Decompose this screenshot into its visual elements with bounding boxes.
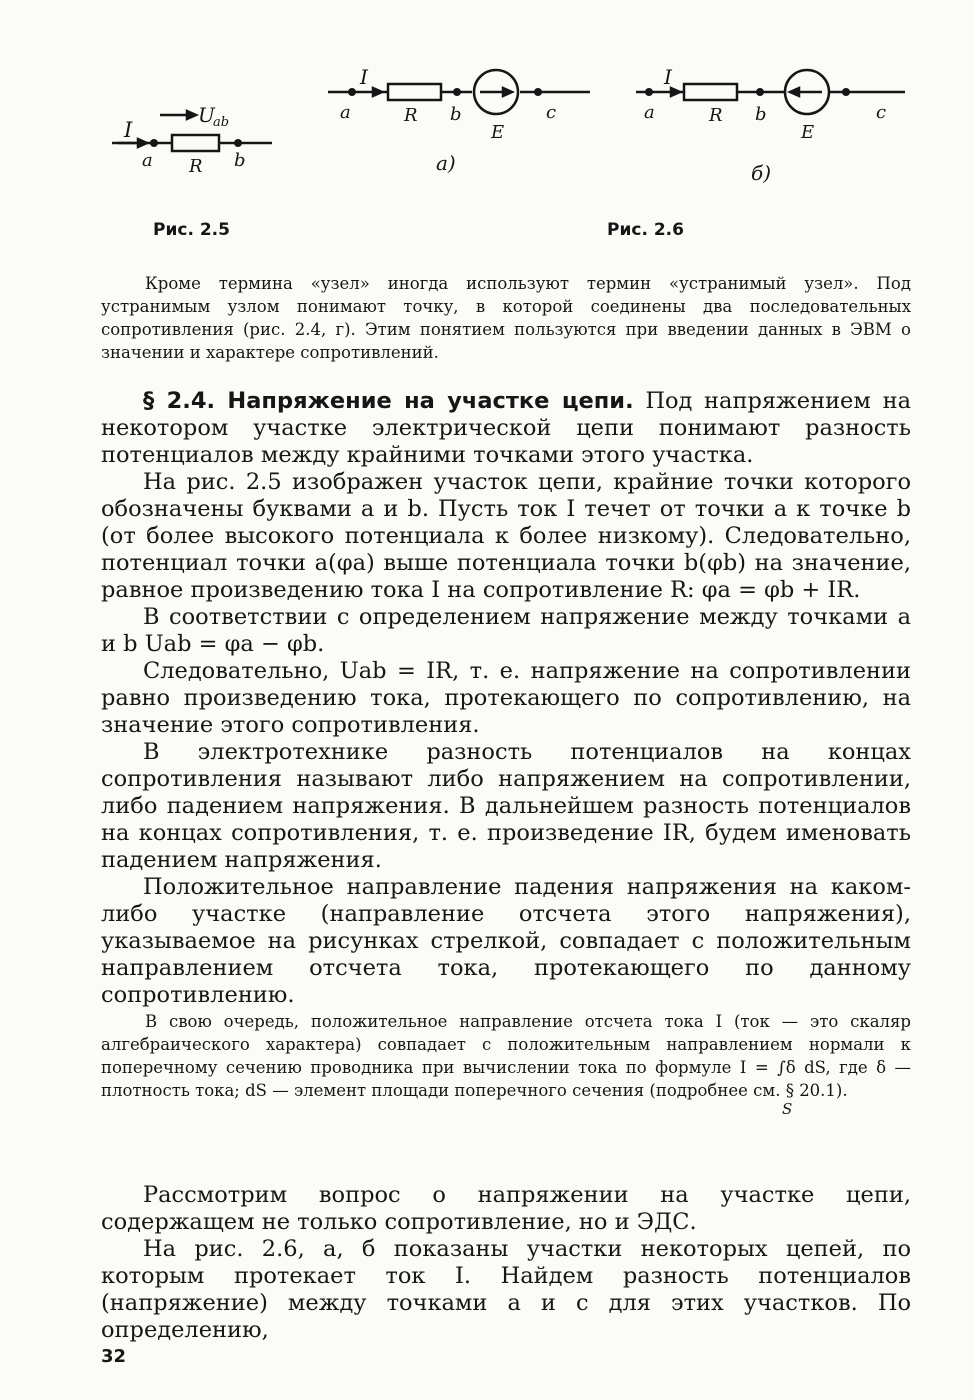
formula-subscript-s: S — [782, 1100, 793, 1118]
fig26a-label-c: c — [546, 102, 557, 123]
node-b — [234, 139, 242, 147]
fig26b-label-c: c — [876, 102, 887, 123]
node-a — [348, 88, 356, 96]
resistor-r — [684, 84, 737, 100]
node-a — [150, 139, 158, 147]
resistor-r — [172, 135, 219, 151]
emf-arrow-head-left — [790, 88, 799, 96]
fig26a-label-a: a — [340, 102, 351, 123]
page-number: 32 — [101, 1346, 127, 1367]
emf-arrow-head-right — [503, 88, 512, 96]
fig26b-label-b: b — [755, 104, 767, 125]
fig26a-label-r: R — [404, 105, 418, 126]
fig26b-label-i: I — [664, 65, 672, 89]
figure-2-5 — [112, 111, 272, 151]
node-a — [645, 88, 653, 96]
node-b — [756, 88, 764, 96]
fig26-caption: Рис. 2.6 — [607, 220, 684, 240]
fig25-caption: Рис. 2.5 — [153, 220, 230, 240]
current-arrow-head — [671, 88, 680, 96]
fig26b-label-a: a — [644, 102, 655, 123]
voltage-arrow-head — [187, 111, 196, 119]
fig25-label-u: U — [198, 103, 215, 127]
section-body-2 — [101, 1182, 911, 1344]
fig26a-label-e: E — [491, 122, 505, 143]
node-c — [534, 88, 542, 96]
fig25-label-a: a — [142, 150, 153, 171]
fig25-label-r: R — [189, 156, 203, 177]
section-p1 — [101, 388, 911, 469]
fig25-label-u-sub: ab — [213, 115, 230, 130]
section-p6: Положительное направление падения напряжения на каком-либо участке (направление отсчета этого напряжения), указываемое на рисунках стрелкой, совпадает с положительным направлением отсчета тока, протекающего по данному сопротивлению. — [101, 874, 911, 1008]
figures-svg — [0, 0, 974, 260]
section-p7: Рассмотрим вопрос о напряжении на участке цепи, содержащем не только сопротивление, но и ЭДС. — [101, 1182, 911, 1235]
small-note-text: Кроме термина «узел» иногда используют термин «устранимый узел». Под устранимым узлом понимают точку, в которой соединены два последовательных сопротивления (рис. 2.4, г). Этим понятием пользуются при введении данных в ЭВМ о значении и характере сопротивлений. — [101, 274, 911, 362]
small-note — [101, 272, 911, 364]
section-heading: § 2.4. Напряжение на участке цепи. — [143, 388, 634, 414]
fig26a-sublabel: а) — [436, 151, 456, 175]
section-p5: В электротехнике разность потенциалов на концах сопротивления называют либо напряжением на сопротивлении, либо падением напряжения. В дальнейшем разность потенциалов на концах сопротивления, т. е. произведение IR, будем именовать падением напряжения. — [101, 739, 911, 873]
resistor-r — [388, 84, 441, 100]
section-p8: На рис. 2.6, a, б показаны участки некоторых цепей, по которым протекает ток I. Найдем разность потенциалов (напряжение) между точками a и c для этих участков. По определению, — [101, 1236, 911, 1343]
section-body — [101, 388, 911, 1009]
fig26b-label-r: R — [709, 105, 723, 126]
fig25-label-b: b — [234, 150, 246, 171]
section-p3: В соответствии с определением напряжение между точками a и b Uab = φa − φb. — [101, 604, 911, 657]
current-arrow-head — [138, 139, 147, 147]
section-p2: На рис. 2.5 изображен участок цепи, крайние точки которого обозначены буквами a и b. Пусть ток I течет от точки a к точке b (от более высокого потенциала к более низкому). Следовательно, потенциал точки a(φa) выше потенциала точки b(φb) на значение, равное произведению тока I на сопротивление R: φa = φb + IR. — [101, 469, 911, 603]
fig25-label-i: I — [124, 118, 133, 142]
fig26a-label-i: I — [360, 65, 368, 89]
node-c — [842, 88, 850, 96]
small-note-2-text: В свою очередь, положительное направление отсчета тока I (ток — это скаляр алгебраического характера) совпадает с положительным направлением нормали к поперечному сечению проводника при вычислении тока по формуле I = ∫δ dS, где δ — плотность тока; dS — элемент площади поперечного сечения (подробнее см. § 20.1). — [101, 1012, 911, 1100]
fig26b-label-e: E — [801, 122, 815, 143]
current-arrow-head — [373, 88, 382, 96]
figure-2-6b — [636, 70, 905, 114]
fig26b-sublabel: б) — [751, 161, 772, 185]
small-note-2 — [101, 1010, 911, 1102]
section-p1-text: Под напряжением на некотором участке электрической цепи понимают разность потенциалов между крайними точками этого участка. — [101, 388, 911, 468]
node-b — [453, 88, 461, 96]
section-p4: Следовательно, Uab = IR, т. е. напряжение на сопротивлении равно произведению тока, протекающего по сопротивлению, на значение этого сопротивления. — [101, 658, 911, 738]
fig26a-label-b: b — [450, 104, 462, 125]
